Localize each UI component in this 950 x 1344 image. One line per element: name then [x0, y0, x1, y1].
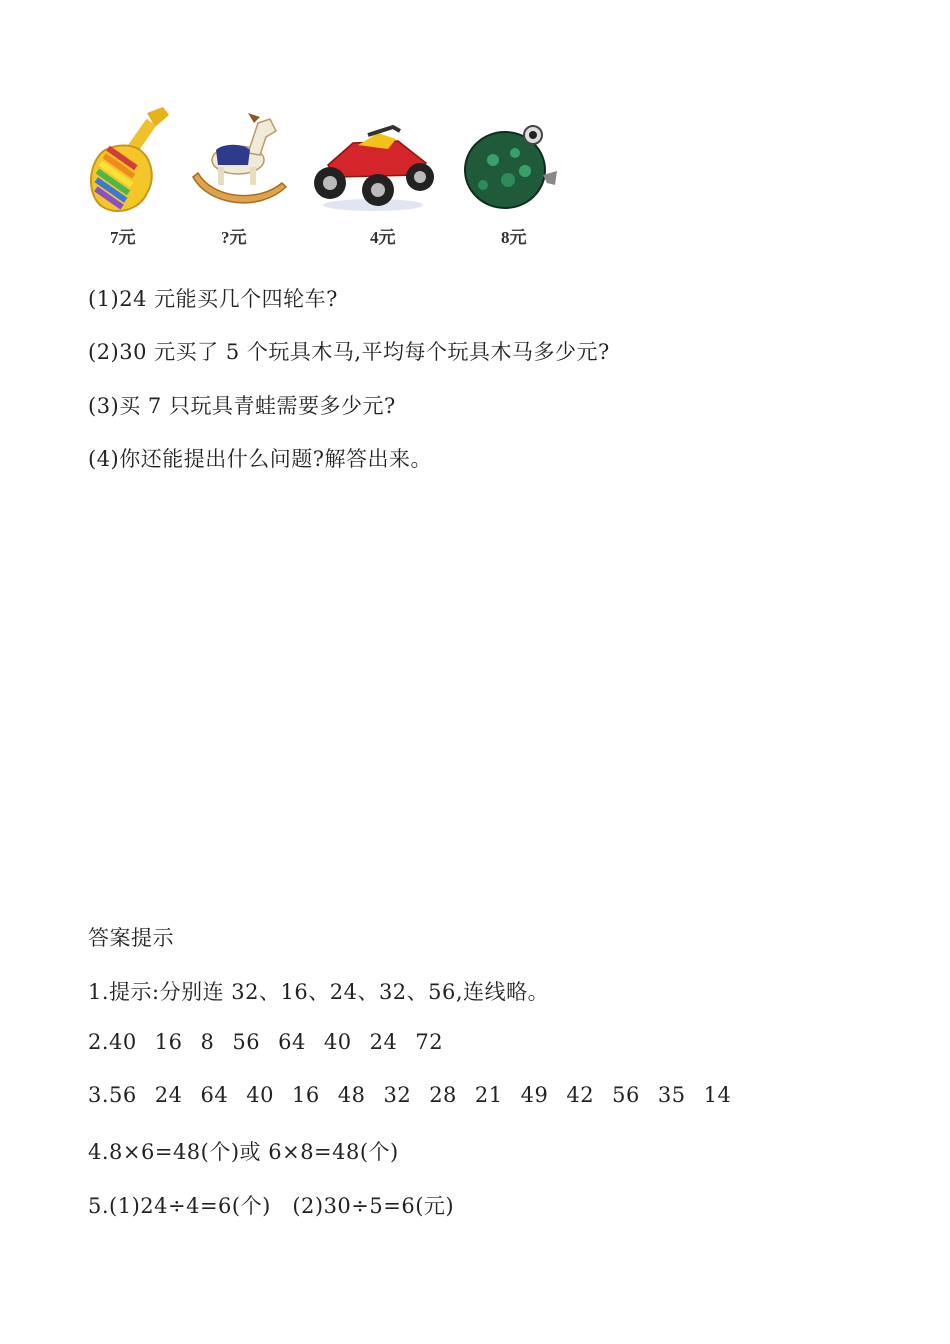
answer-value: 56: [232, 1030, 261, 1054]
answer-value: 40: [323, 1030, 352, 1054]
answer-value: 64: [278, 1030, 306, 1054]
answer-value: 48: [337, 1083, 366, 1107]
answer-value: 21: [474, 1083, 503, 1107]
answer-1: 1.提示:分别连 32、16、24、32、56,连线略。: [88, 980, 550, 1004]
answer-value: 64: [200, 1083, 229, 1107]
answer-value: 24: [369, 1030, 398, 1054]
rocking-horse-icon: [188, 105, 288, 217]
question-4: (4)你还能提出什么问题?解答出来。: [88, 447, 433, 471]
toy-price: 8元: [501, 228, 527, 247]
answer-value: 56: [612, 1083, 640, 1107]
answer-2-prefix: 2.: [88, 1030, 110, 1054]
answer-value: 72: [415, 1030, 444, 1054]
question-3: (3)买 7 只玩具青蛙需要多少元?: [88, 394, 396, 418]
toy-price: 7元: [110, 228, 136, 247]
question-2: (2)30 元买了 5 个玩具木马,平均每个玩具木马多少元?: [88, 340, 610, 364]
toy-price: 4元: [370, 228, 396, 247]
answer-5: 5.(1)24÷4=6(个) (2)30÷5=6(元): [88, 1194, 455, 1218]
answer-value: 24: [154, 1083, 183, 1107]
answer-value: 14: [703, 1083, 732, 1107]
answer-value: 16: [154, 1030, 183, 1054]
answer-value: 8: [200, 1030, 215, 1054]
answer-value: 35: [657, 1083, 686, 1107]
toy-price: ?元: [221, 228, 247, 247]
answers-title: 答案提示: [88, 926, 174, 950]
answer-value: 32: [383, 1083, 412, 1107]
question-1: (1)24 元能买几个四轮车?: [88, 287, 338, 311]
answer-value: 49: [520, 1083, 549, 1107]
answer-4: 4.8×6=48(个)或 6×8=48(个): [88, 1140, 399, 1164]
answer-value: 16: [291, 1083, 320, 1107]
answer-3: [88, 1083, 731, 1107]
quad-car-icon: [308, 105, 438, 217]
toy-picture-row: [80, 105, 580, 255]
answer-value: 40: [109, 1030, 137, 1054]
xylophone-guitar-icon: [85, 105, 180, 217]
answer-3-prefix: 3.: [88, 1083, 110, 1107]
frog-icon: [463, 105, 563, 217]
answer-value: 40: [246, 1083, 274, 1107]
answer-value: 56: [109, 1083, 137, 1107]
answer-value: 42: [566, 1083, 595, 1107]
answer-2: [88, 1030, 443, 1054]
answer-value: 28: [429, 1083, 457, 1107]
